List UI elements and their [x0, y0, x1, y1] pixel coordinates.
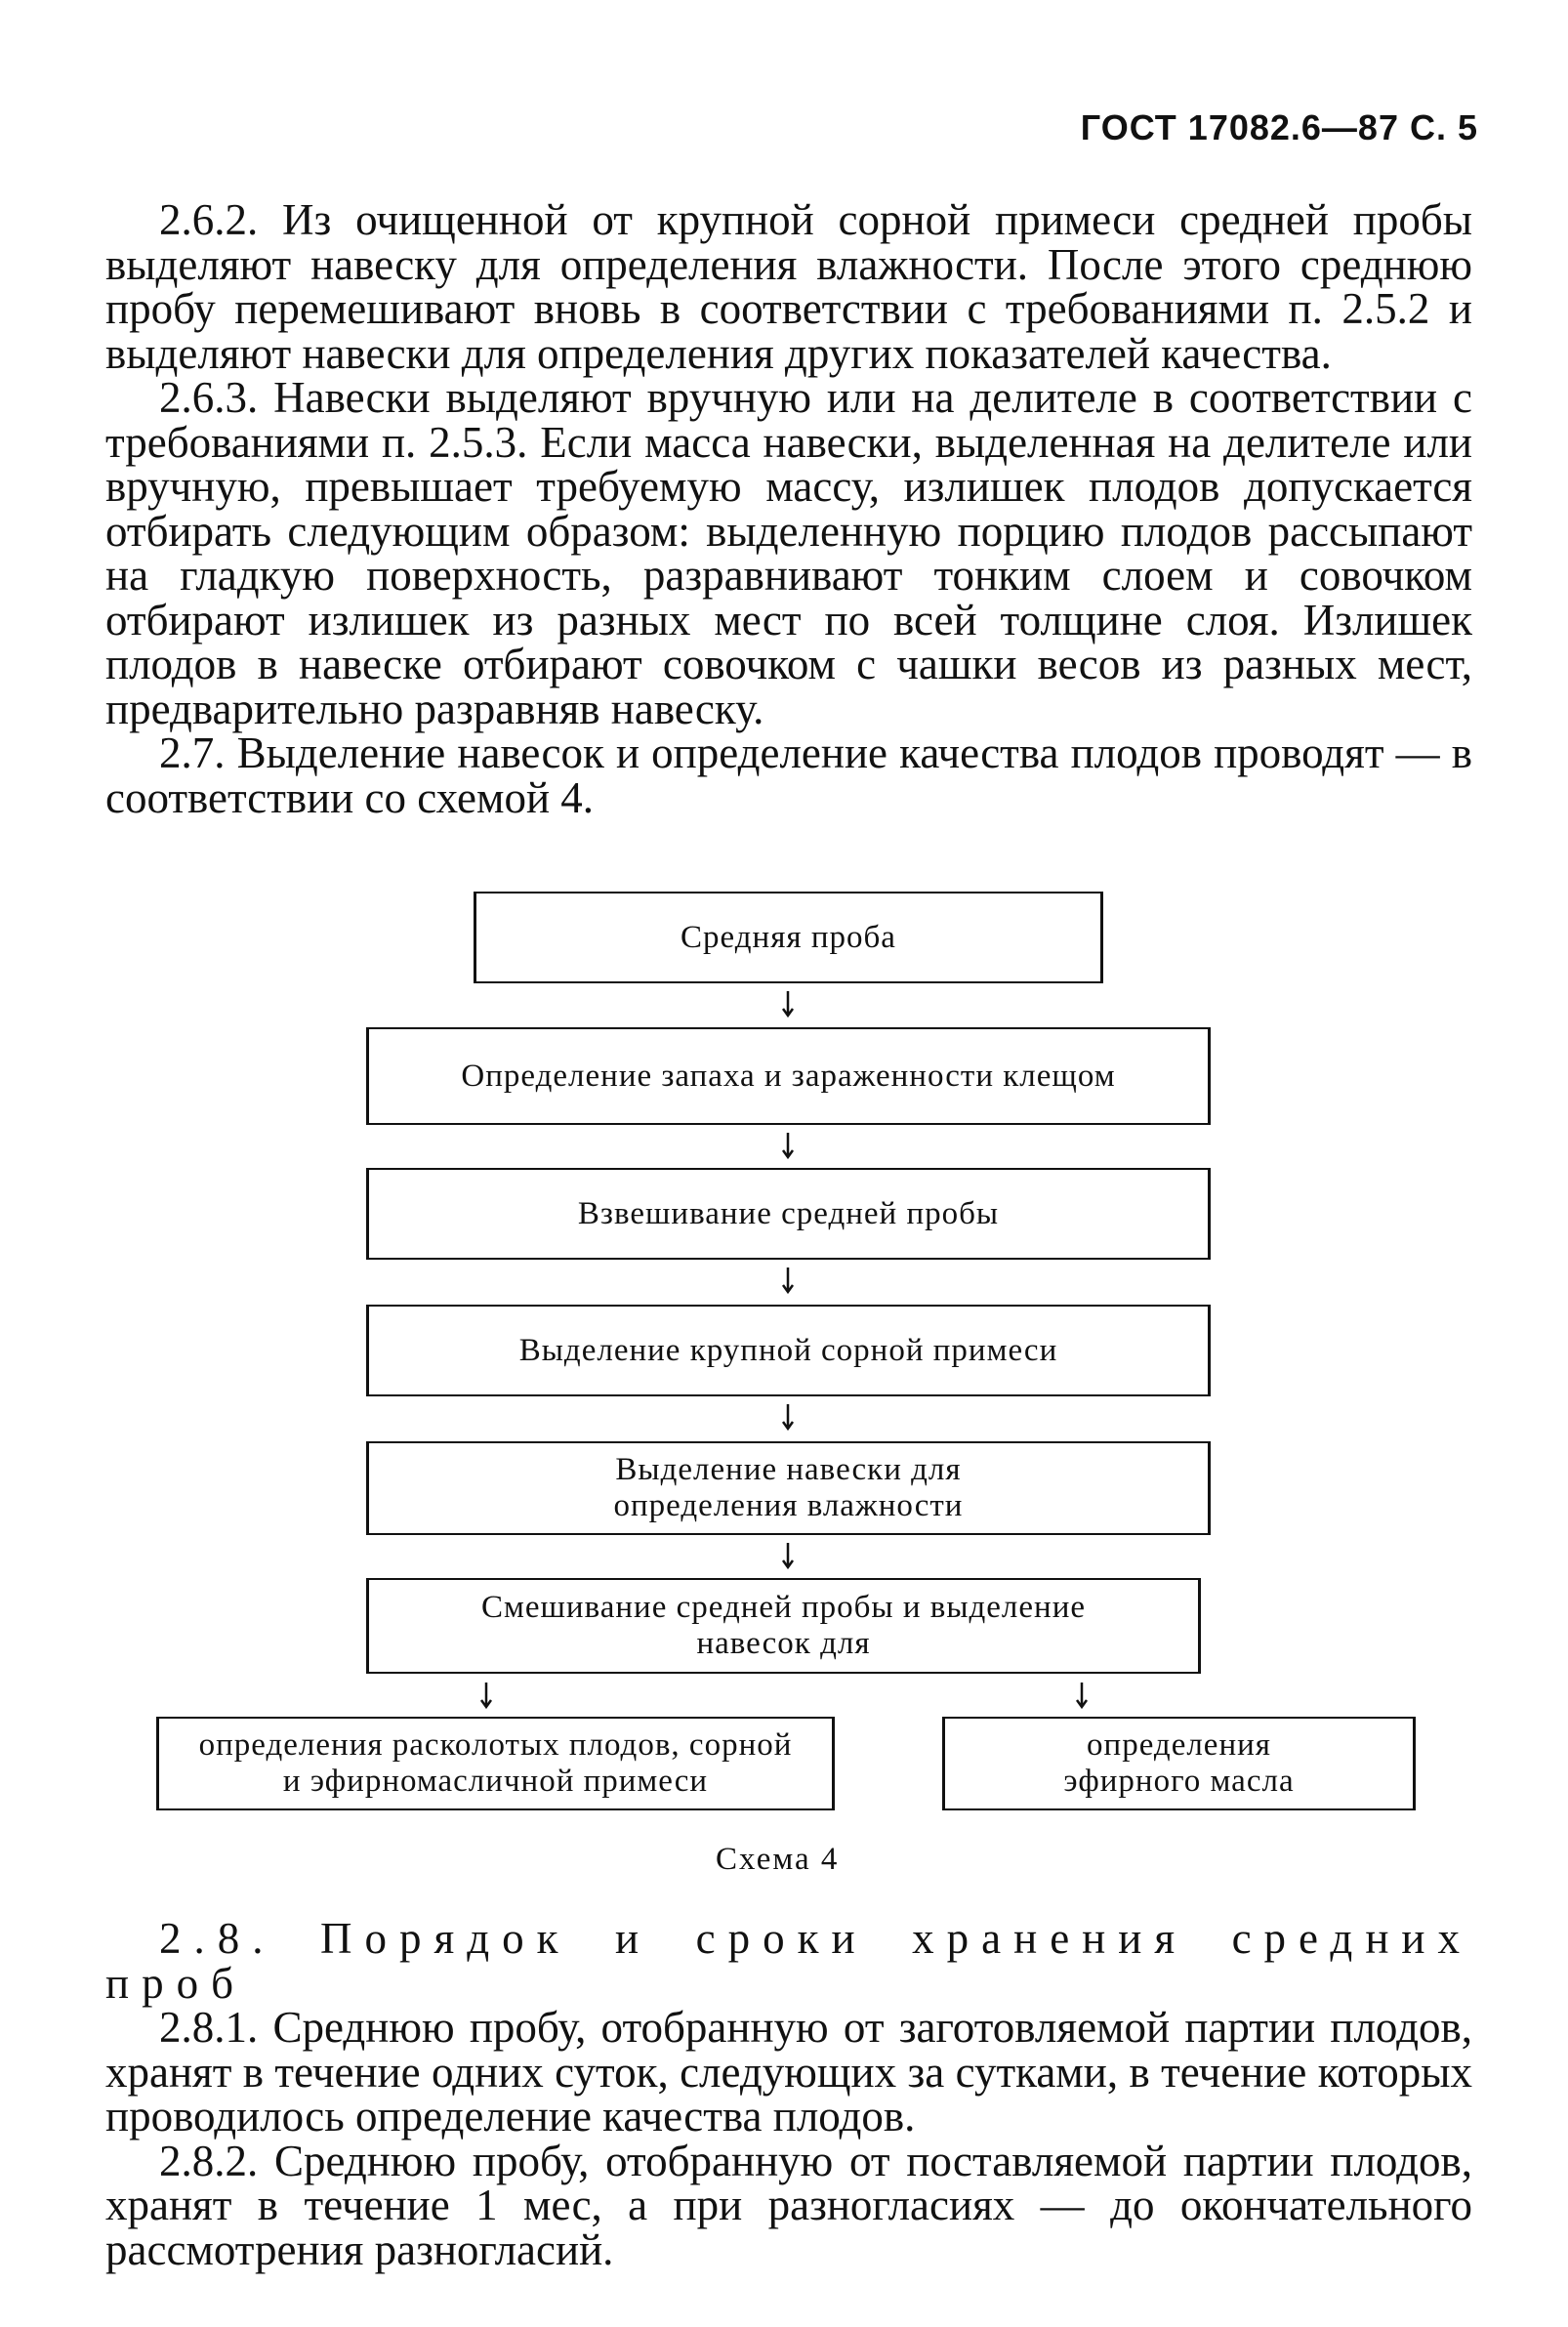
box-smell-mites: Определение запаха и зараженности клещом: [366, 1029, 1211, 1123]
box-rule: [366, 1258, 1211, 1260]
box-rule: [942, 1808, 1416, 1810]
arrow-down-icon: [778, 989, 798, 1018]
arrow-down-right-branch-icon: [1072, 1681, 1092, 1710]
text-block-bottom: [105, 1914, 1472, 2274]
paragraph-2-8-2: 2.8.2. Среднюю пробу, отобранную от поставляемой партии плодов, хранят в течение 1 мес, а при разногласиях — до окончательного рассмотрения разногласий.: [105, 2136, 1472, 2274]
box-branch-essential-oil: определения эфирного масла: [942, 1719, 1416, 1808]
section-heading-2-8: 2.8. Порядок и сроки хранения средних проб: [105, 1914, 1472, 2008]
box-rule: [156, 1808, 835, 1810]
box-rule: [366, 1123, 1211, 1125]
arrow-down-icon: [778, 1266, 798, 1295]
arrow-down-icon: [778, 1402, 798, 1432]
text-block-top: [105, 195, 1472, 822]
paragraph-2-7: 2.7. Выделение навесок и определение качества плодов проводят — в соответствии со схемой 4.: [105, 728, 1472, 822]
arrow-down-icon: [778, 1131, 798, 1160]
arrow-down-left-branch-icon: [476, 1681, 496, 1710]
scheme-caption: Схема 4: [716, 1842, 840, 1877]
paragraph-2-6-3: 2.6.3. Навески выделяют вручную или на делителе в соответствии с требованиями п. 2.5.3. Если масса навески, выделенная на делителе или вручную, превышает требуемую массу, излишек плодов допускается отбирать следующим образом: выделенную порцию плодов рассыпают на гладкую поверхность, разравнивают тонким слоем и совочком отбирают излишек из разных мест по всей толщине слоя. Излишек плодов в навеске отбирают совочком с чашки весов из разных мест, предварительно разравняв навеску.: [105, 373, 1472, 733]
box-rule: [474, 981, 1103, 983]
box-rule: [366, 1533, 1211, 1535]
box-mixing: Смешивание средней пробы и выделение навесок для: [366, 1580, 1201, 1672]
box-rule: [366, 1394, 1211, 1396]
box-rule: [366, 1672, 1201, 1674]
box-branch-split-impurity: определения расколотых плодов, сорной и эфирномасличной примеси: [156, 1719, 835, 1808]
paragraph-2-6-2: 2.6.2. Из очищенной от крупной сорной примеси средней пробы выделяют навеску для определения влажности. После этого среднюю пробу перемешивают вновь в соответствии с требованиями п. 2.5.2 и выделяют навески для определения других показателей качества.: [105, 195, 1472, 378]
box-sample: Средняя проба: [474, 893, 1103, 981]
box-coarse-impurity: Выделение крупной сорной примеси: [366, 1307, 1211, 1394]
arrow-down-icon: [778, 1541, 798, 1570]
box-weighing: Взвешивание средней пробы: [366, 1170, 1211, 1258]
box-moisture-portion: Выделение навески для определения влажности: [366, 1443, 1211, 1533]
paragraph-2-8-1: 2.8.1. Среднюю пробу, отобранную от заготовляемой партии плодов, хранят в течение одних суток, следующих за сутками, в течение которых проводилось определение качества плодов.: [105, 2003, 1472, 2140]
page-header: ГОСТ 17082.6—87 С. 5: [1080, 107, 1478, 147]
